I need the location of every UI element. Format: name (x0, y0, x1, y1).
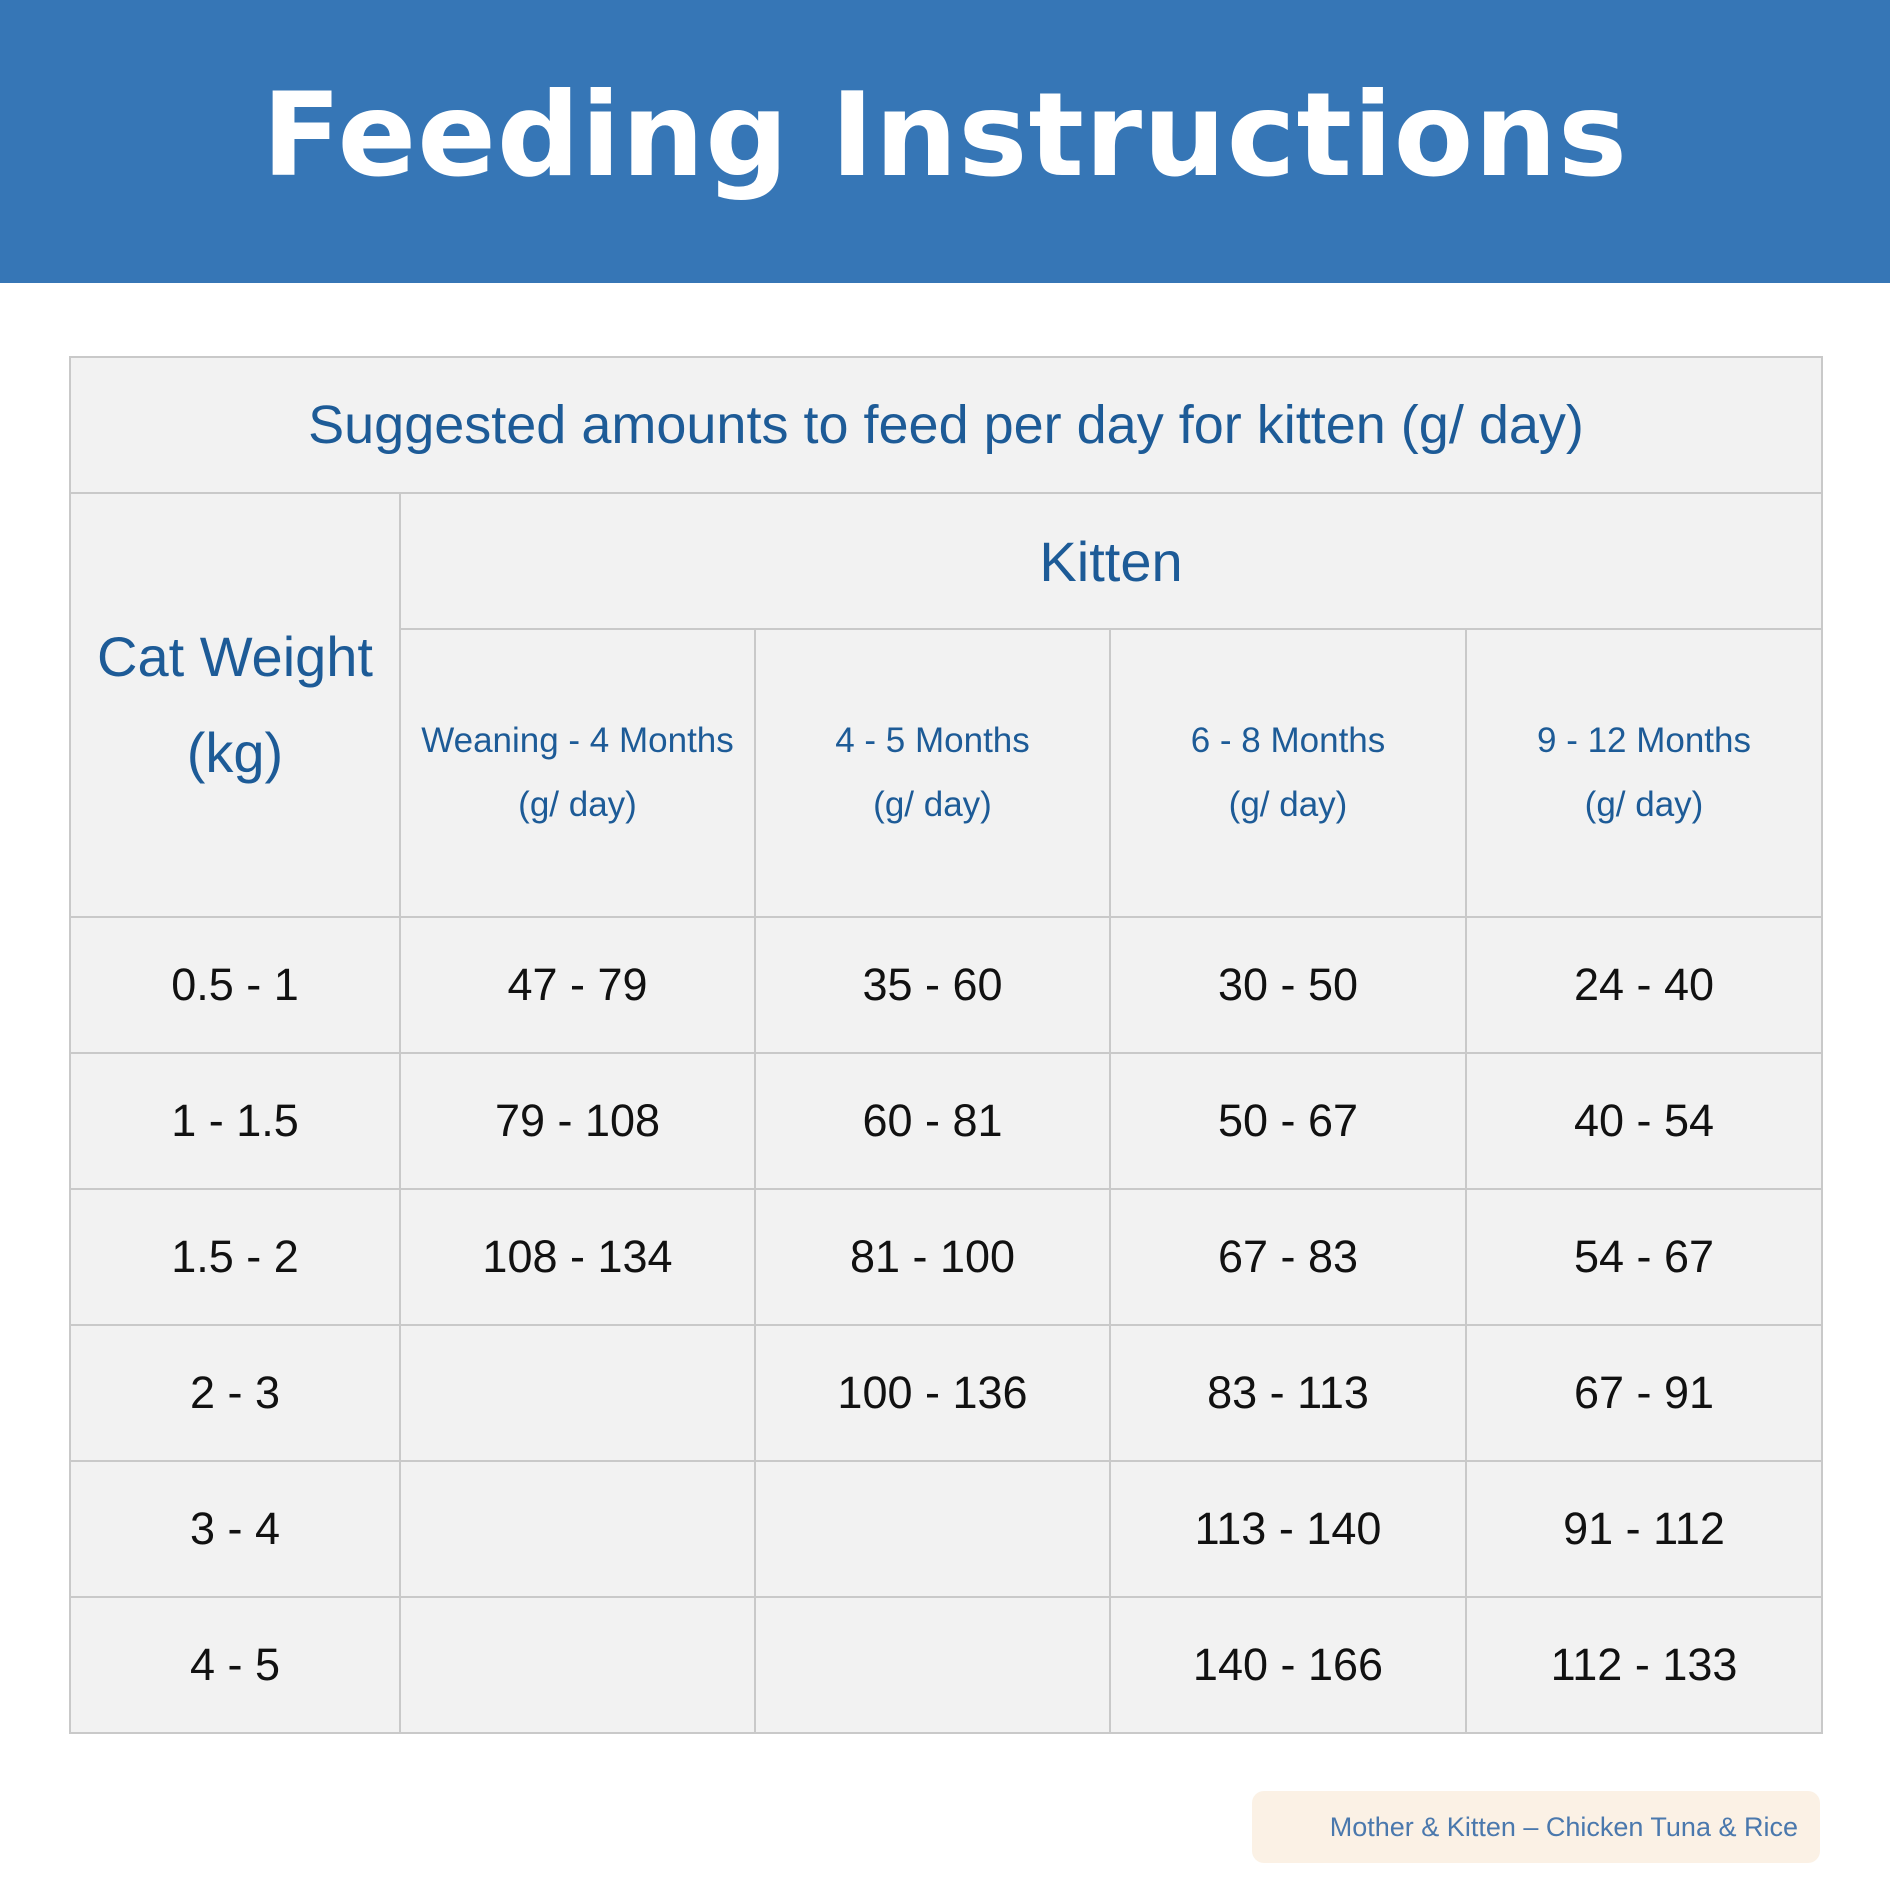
amount-cell: 79 - 108 (400, 1053, 755, 1189)
age-column-unit: (g/ day) (518, 785, 637, 824)
amount-cell: 54 - 67 (1466, 1189, 1822, 1325)
weight-cell: 1 - 1.5 (70, 1053, 400, 1189)
amount-cell: 112 - 133 (1466, 1597, 1822, 1733)
amount-cell: 108 - 134 (400, 1189, 755, 1325)
weight-cell: 1.5 - 2 (70, 1189, 400, 1325)
page-title: Feeding Instructions (261, 68, 1628, 203)
age-column-label: 6 - 8 Months (1190, 721, 1386, 760)
amount-cell: 35 - 60 (755, 917, 1110, 1053)
age-column-header (400, 629, 755, 917)
cat-weight-header-unit: (kg) (186, 721, 284, 784)
amount-cell: 140 - 166 (1110, 1597, 1466, 1733)
amount-cell: 81 - 100 (755, 1189, 1110, 1325)
product-label: Mother & Kitten – Chicken Tuna & Rice (1329, 1811, 1798, 1842)
amount-cell: 24 - 40 (1466, 917, 1822, 1053)
table-row (70, 1189, 1822, 1325)
weight-cell: 4 - 5 (70, 1597, 400, 1733)
age-column-unit: (g/ day) (1228, 785, 1348, 824)
age-column-label: Weaning - 4 Months (421, 721, 734, 760)
amount-cell: 100 - 136 (755, 1325, 1110, 1461)
age-column-header (1110, 629, 1466, 917)
amount-cell (400, 1325, 755, 1461)
weight-cell: 0.5 - 1 (70, 917, 400, 1053)
title-banner (0, 0, 1890, 283)
kitten-group-header: Kitten (400, 493, 1822, 629)
amount-cell: 47 - 79 (400, 917, 755, 1053)
amount-cell: 60 - 81 (755, 1053, 1110, 1189)
caption-row (70, 357, 1822, 493)
table-caption: Suggested amounts to feed per day for kitten (g/ day) (70, 357, 1822, 493)
amount-cell: 50 - 67 (1110, 1053, 1466, 1189)
weight-cell: 2 - 3 (70, 1325, 400, 1461)
amount-cell: 91 - 112 (1466, 1461, 1822, 1597)
amount-cell: 67 - 83 (1110, 1189, 1466, 1325)
age-column-label: 4 - 5 Months (835, 721, 1030, 760)
age-column-unit: (g/ day) (1584, 785, 1704, 824)
age-column-header (755, 629, 1110, 917)
product-label-tag (1252, 1791, 1820, 1863)
table-row (70, 917, 1822, 1053)
cat-weight-header-label: Cat Weight (97, 625, 373, 688)
feeding-table (69, 356, 1823, 1734)
amount-cell: 113 - 140 (1110, 1461, 1466, 1597)
age-column-unit: (g/ day) (873, 785, 992, 824)
amount-cell: 40 - 54 (1466, 1053, 1822, 1189)
amount-cell (755, 1597, 1110, 1733)
age-column-header (1466, 629, 1822, 917)
age-column-label: 9 - 12 Months (1537, 721, 1751, 760)
amount-cell (755, 1461, 1110, 1597)
table-row (70, 1325, 1822, 1461)
cat-weight-header (70, 493, 400, 917)
amount-cell (400, 1597, 755, 1733)
table-row (70, 1053, 1822, 1189)
amount-cell: 83 - 113 (1110, 1325, 1466, 1461)
amount-cell: 30 - 50 (1110, 917, 1466, 1053)
group-header-row (70, 493, 1822, 629)
weight-cell: 3 - 4 (70, 1461, 400, 1597)
amount-cell (400, 1461, 755, 1597)
table-row (70, 1461, 1822, 1597)
table-row (70, 1597, 1822, 1733)
amount-cell: 67 - 91 (1466, 1325, 1822, 1461)
